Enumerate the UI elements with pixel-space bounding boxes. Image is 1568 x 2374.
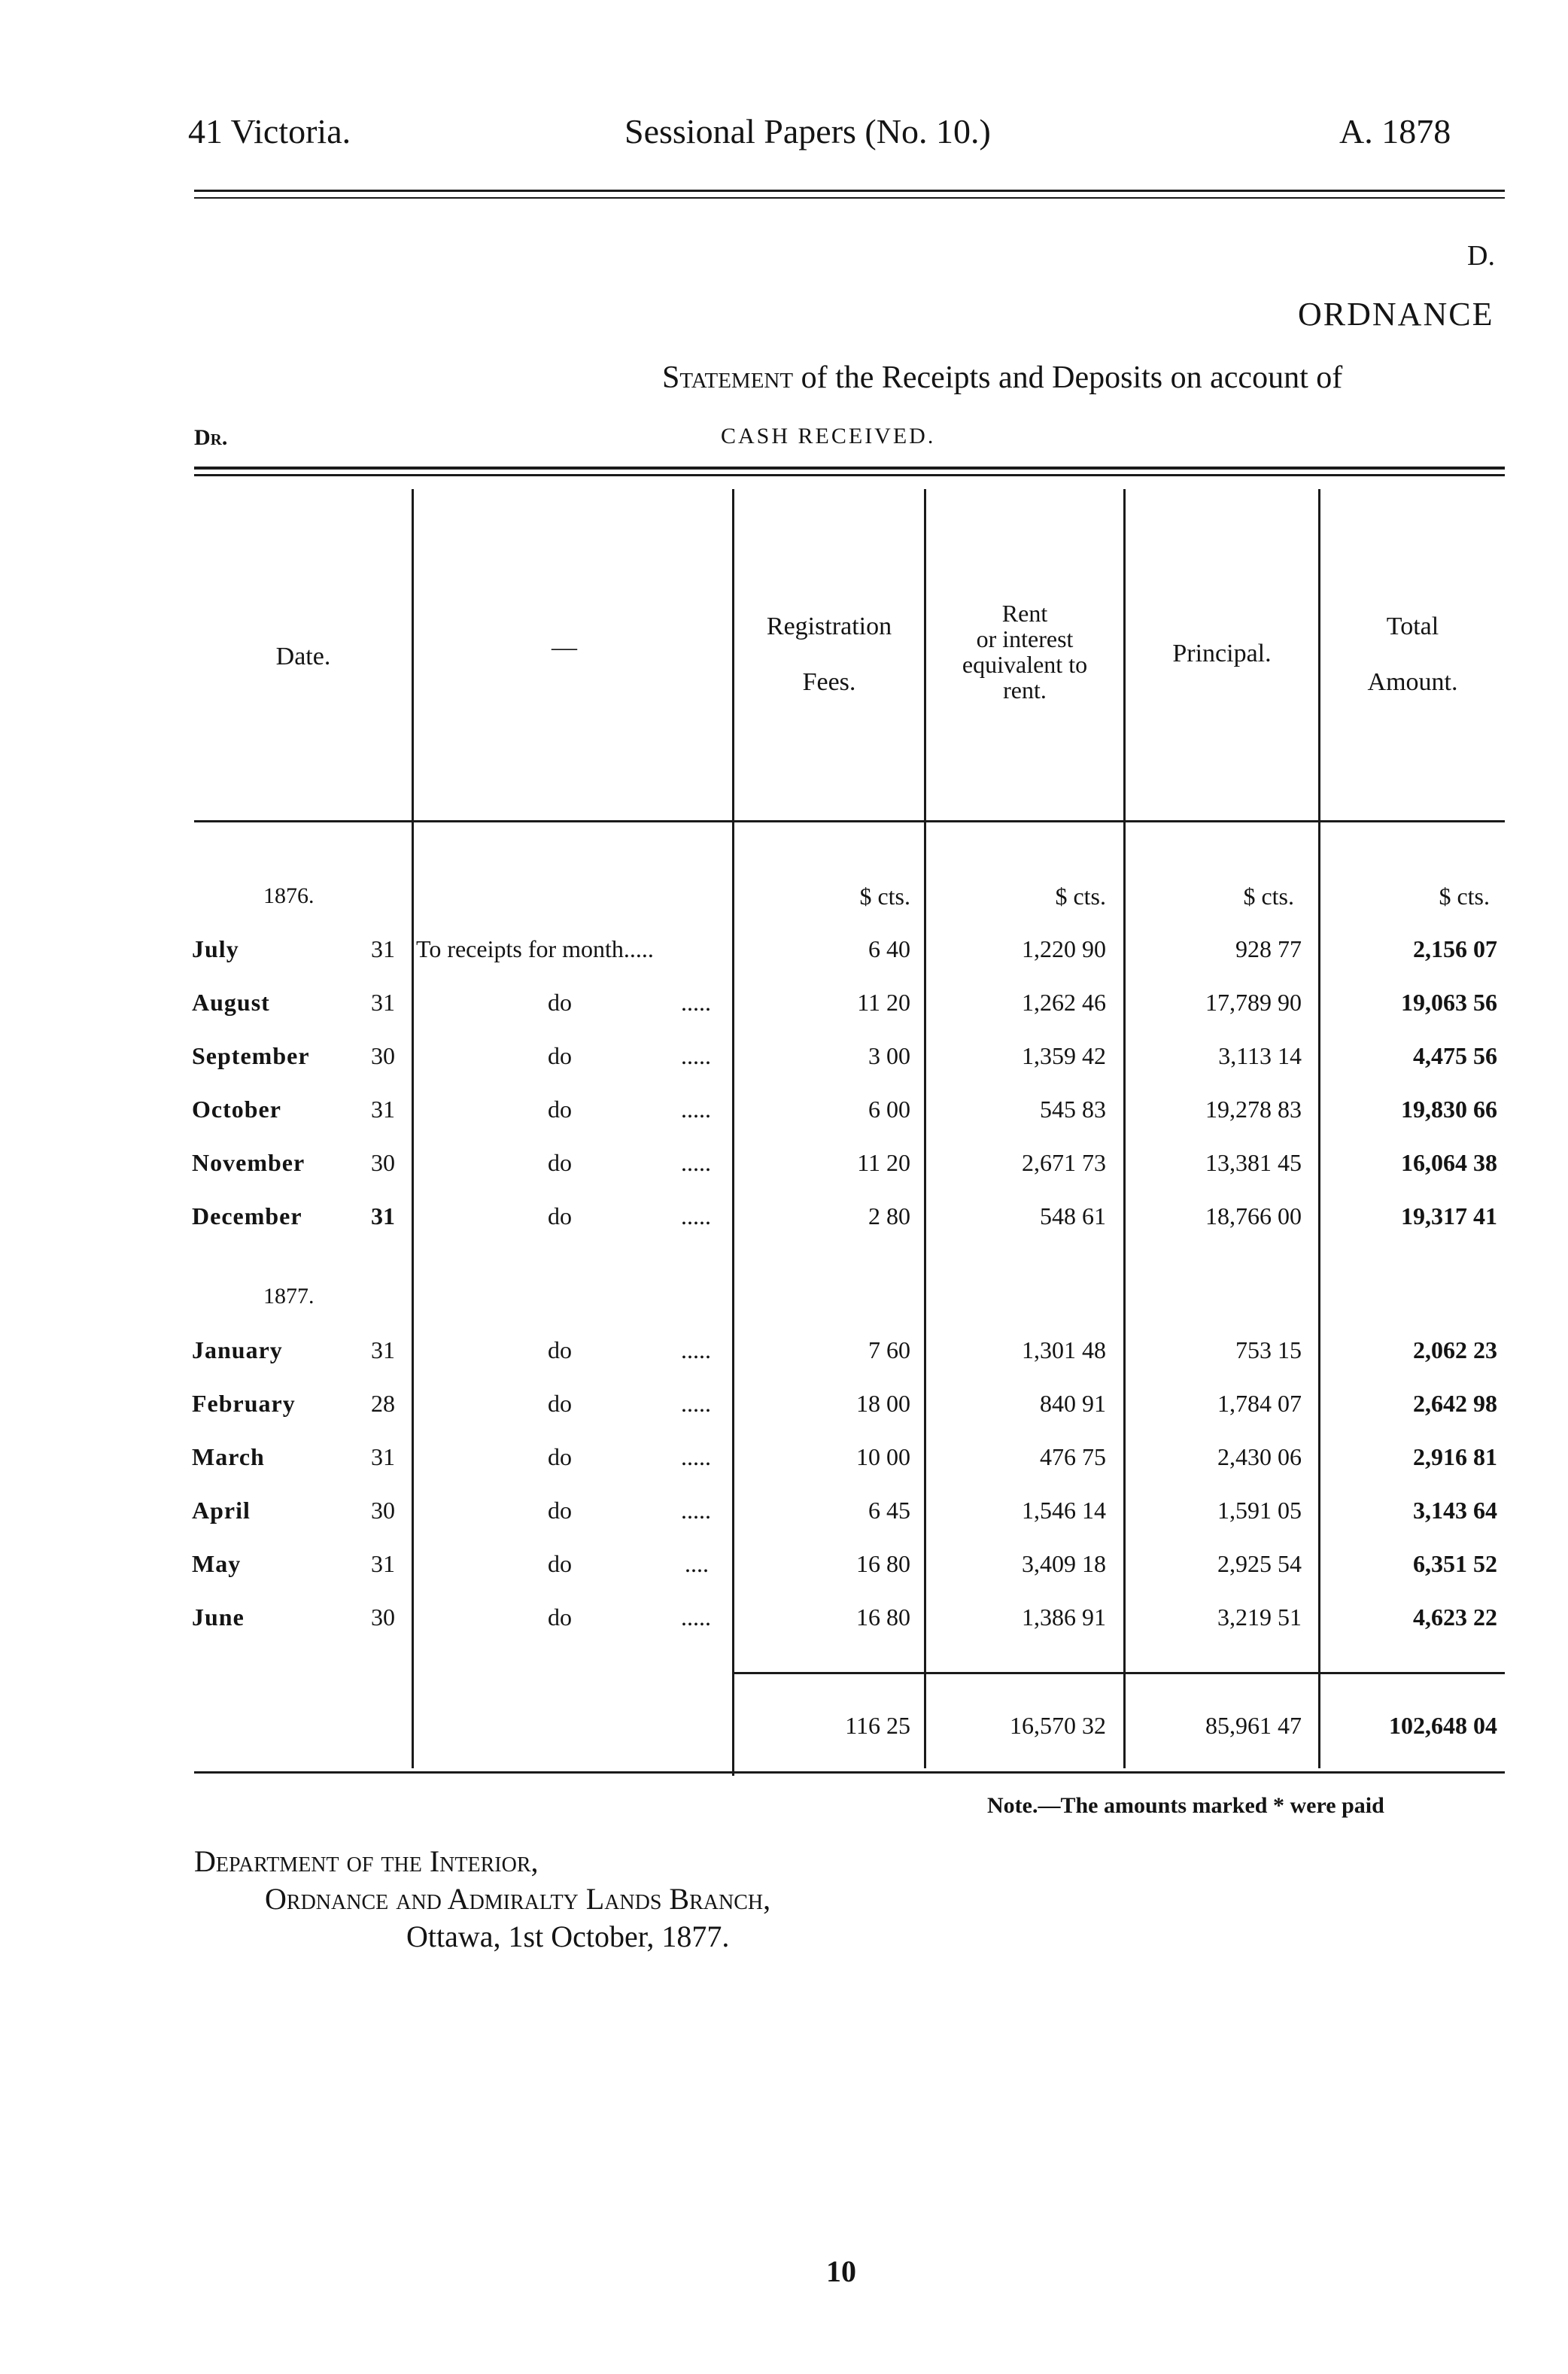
header-right: A. 1878 <box>1339 112 1451 150</box>
row-description: do <box>548 1550 572 1577</box>
row-description: do <box>548 1202 572 1230</box>
row-month: September <box>192 1042 310 1069</box>
header-rule-bottom <box>194 197 1505 199</box>
row-rent: 2,671 73 <box>1022 1149 1106 1176</box>
row-rent: 1,546 14 <box>1022 1497 1106 1524</box>
row-leader-dots: ..... <box>681 1149 711 1176</box>
row-rent: 476 75 <box>1040 1443 1106 1470</box>
row-month: November <box>192 1149 305 1176</box>
row-total: 6,351 52 <box>1413 1550 1497 1577</box>
total-principal: 85,961 47 <box>1205 1712 1302 1739</box>
row-fees: 6 00 <box>868 1096 910 1123</box>
col-header-principal: Principal. <box>1172 640 1272 667</box>
row-month: June <box>192 1603 245 1631</box>
row-fees: 6 45 <box>868 1497 910 1524</box>
row-leader-dots: ..... <box>681 1336 711 1363</box>
row-description: do <box>548 1497 572 1524</box>
row-rent: 1,359 42 <box>1022 1042 1106 1069</box>
col-header-registration-2: Fees. <box>802 668 856 696</box>
signature-line-1: Department of the Interior, <box>194 1844 539 1878</box>
header-bottom-rule <box>194 820 1505 822</box>
statement-rest: of the Receipts and Deposits on account of <box>801 360 1343 395</box>
row-rent: 840 91 <box>1040 1390 1106 1417</box>
row-month: March <box>192 1443 265 1470</box>
header-center: Sessional Papers (No. 10.) <box>624 112 991 150</box>
row-total: 16,064 38 <box>1401 1149 1497 1176</box>
row-description: do <box>548 989 572 1016</box>
row-total: 2,156 07 <box>1413 935 1497 962</box>
row-month: January <box>192 1336 283 1363</box>
col-header-registration-1: Registration <box>766 612 892 640</box>
total-amount: 102,648 04 <box>1389 1712 1497 1739</box>
row-principal: 13,381 45 <box>1205 1149 1302 1176</box>
row-description: do <box>548 1390 572 1417</box>
col-header-rent-4: rent. <box>1003 676 1047 704</box>
row-principal: 1,784 07 <box>1217 1390 1302 1417</box>
row-day: 31 <box>371 1336 395 1363</box>
col-header-rent-3: equivalent to <box>962 651 1088 678</box>
unit-fees: $ cts. <box>859 883 910 910</box>
statement-lead: Statement <box>662 360 794 395</box>
row-fees: 3 00 <box>868 1042 910 1069</box>
row-description: do <box>548 1336 572 1363</box>
row-description: To receipts for month..... <box>416 935 654 962</box>
row-description: do <box>548 1443 572 1470</box>
row-principal: 19,278 83 <box>1205 1096 1302 1123</box>
row-leader-dots: ..... <box>681 989 711 1016</box>
row-principal: 2,430 06 <box>1217 1443 1302 1470</box>
appendix-letter: D. <box>1467 240 1495 272</box>
signature-line-3-text: Ottawa, 1st October, 1877. <box>406 1920 730 1953</box>
row-principal: 3,219 51 <box>1217 1603 1302 1631</box>
row-rent: 545 83 <box>1040 1096 1106 1123</box>
row-fees: 7 60 <box>868 1336 910 1363</box>
col-header-rent-1: Rent <box>1001 600 1048 627</box>
row-total: 2,916 81 <box>1413 1443 1497 1470</box>
row-total: 4,623 22 <box>1413 1603 1497 1631</box>
signature-line-3 <box>406 1919 729 1954</box>
row-month: February <box>192 1390 296 1417</box>
unit-total: $ cts. <box>1439 883 1490 910</box>
row-leader-dots: ..... <box>681 1096 711 1123</box>
row-principal: 17,789 90 <box>1205 989 1302 1016</box>
row-month: December <box>192 1202 302 1230</box>
row-rent: 548 61 <box>1040 1202 1106 1230</box>
year-1876: 1876. <box>263 883 315 908</box>
row-total: 3,143 64 <box>1413 1497 1497 1524</box>
row-leader-dots: .... <box>685 1550 709 1577</box>
row-day: 31 <box>371 1096 395 1123</box>
row-day: 30 <box>371 1603 395 1631</box>
row-principal: 928 77 <box>1235 935 1302 962</box>
unit-principal: $ cts. <box>1243 883 1294 910</box>
row-rent: 1,301 48 <box>1022 1336 1106 1363</box>
row-principal: 1,591 05 <box>1217 1497 1302 1524</box>
row-principal: 3,113 14 <box>1218 1042 1302 1069</box>
row-fees: 6 40 <box>868 935 910 962</box>
row-principal: 2,925 54 <box>1217 1550 1302 1577</box>
col-line-date <box>412 489 414 1768</box>
row-day: 28 <box>371 1390 395 1417</box>
header-rule-top <box>194 190 1505 192</box>
row-leader-dots: ..... <box>681 1390 711 1417</box>
col-header-date: Date. <box>275 643 331 670</box>
row-fees: 10 00 <box>856 1443 910 1470</box>
col-header-total-1: Total <box>1386 612 1439 640</box>
row-total: 4,475 56 <box>1413 1042 1497 1069</box>
unit-rent: $ cts. <box>1055 883 1106 910</box>
footnote: Note.—The amounts marked * were paid <box>987 1793 1384 1818</box>
totals-rule <box>734 1672 1505 1674</box>
row-fees: 18 00 <box>856 1390 910 1417</box>
row-leader-dots: ..... <box>681 1202 711 1230</box>
statement-heading <box>662 360 1342 396</box>
row-month: April <box>192 1497 251 1524</box>
table-top-rule-1 <box>194 467 1505 470</box>
row-day: 31 <box>371 1202 395 1230</box>
row-rent: 3,409 18 <box>1022 1550 1106 1577</box>
row-total: 2,642 98 <box>1413 1390 1497 1417</box>
col-line-rent <box>1123 489 1126 1768</box>
row-total: 19,830 66 <box>1401 1096 1497 1123</box>
row-total: 2,062 23 <box>1413 1336 1497 1363</box>
row-day: 30 <box>371 1149 395 1176</box>
year-1877: 1877. <box>263 1284 315 1309</box>
header-left: 41 Victoria. <box>188 112 351 150</box>
ordnance-heading: ORDNANCE <box>1298 296 1494 333</box>
row-principal: 753 15 <box>1235 1336 1302 1363</box>
row-day: 30 <box>371 1042 395 1069</box>
total-rent: 16,570 32 <box>1010 1712 1106 1739</box>
row-leader-dots: ..... <box>681 1042 711 1069</box>
cash-received-heading: CASH RECEIVED. <box>721 424 936 448</box>
row-description: do <box>548 1042 572 1069</box>
row-fees: 11 20 <box>857 1149 910 1176</box>
row-month: August <box>192 989 270 1016</box>
row-day: 30 <box>371 1497 395 1524</box>
row-fees: 16 80 <box>856 1603 910 1631</box>
debit-label: Dr. <box>194 425 228 450</box>
row-day: 31 <box>371 1550 395 1577</box>
row-leader-dots: ..... <box>681 1497 711 1524</box>
row-total: 19,317 41 <box>1401 1202 1497 1230</box>
col-header-rent-2: or interest <box>976 625 1074 652</box>
signature-line-2: Ordnance and Admiralty Lands Branch, <box>265 1882 771 1916</box>
row-description: do <box>548 1149 572 1176</box>
row-description: do <box>548 1096 572 1123</box>
table-bottom-rule <box>194 1771 1505 1774</box>
row-leader-dots: ..... <box>681 1603 711 1631</box>
row-leader-dots: ..... <box>681 1443 711 1470</box>
row-month: July <box>192 935 239 962</box>
row-rent: 1,220 90 <box>1022 935 1106 962</box>
row-day: 31 <box>371 1443 395 1470</box>
row-month: October <box>192 1096 281 1123</box>
row-day: 31 <box>371 989 395 1016</box>
row-description: do <box>548 1603 572 1631</box>
row-fees: 16 80 <box>856 1550 910 1577</box>
row-rent: 1,262 46 <box>1022 989 1106 1016</box>
page-number: 10 <box>826 2254 856 2288</box>
row-month: May <box>192 1550 242 1577</box>
table-top-rule-2 <box>194 474 1505 476</box>
row-total: 19,063 56 <box>1401 989 1497 1016</box>
col-header-dash: — <box>552 634 577 661</box>
row-fees: 11 20 <box>857 989 910 1016</box>
row-rent: 1,386 91 <box>1022 1603 1106 1631</box>
row-day: 31 <box>371 935 395 962</box>
row-fees: 2 80 <box>868 1202 910 1230</box>
row-principal: 18,766 00 <box>1205 1202 1302 1230</box>
col-header-total-2: Amount. <box>1367 668 1458 696</box>
total-fees: 116 25 <box>845 1712 910 1739</box>
